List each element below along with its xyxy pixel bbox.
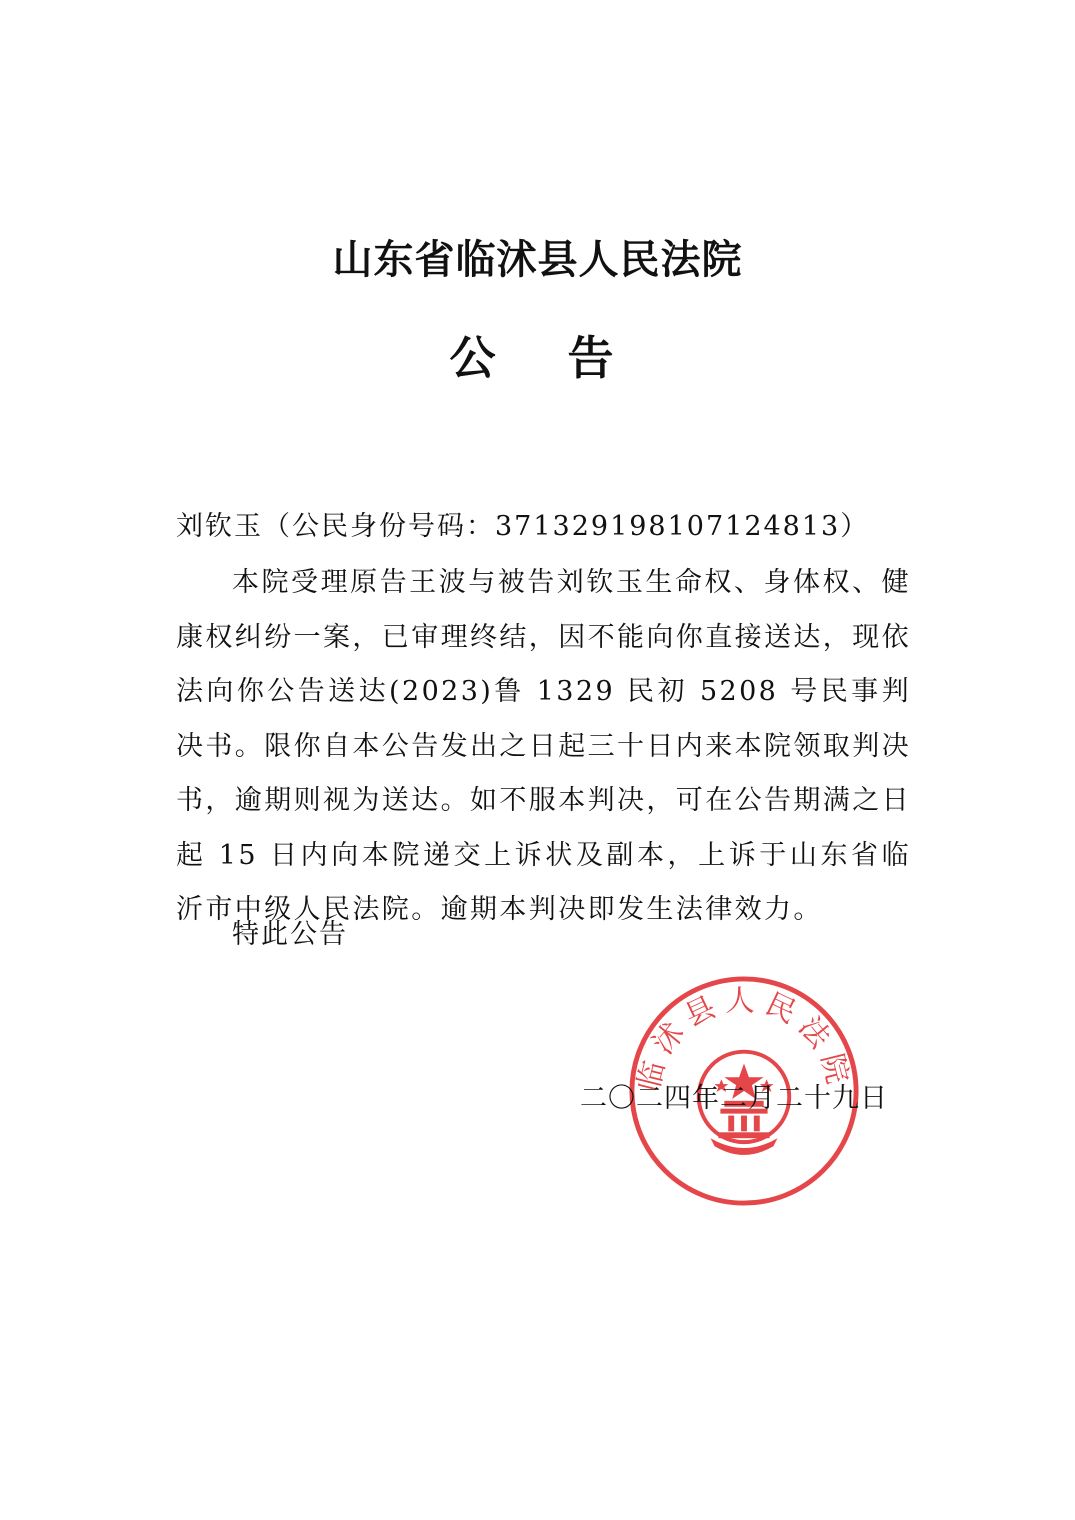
notice-body: 本院受理原告王波与被告刘钦玉生命权、身体权、健康权纠纷一案，已审理终结，因不能向你直接送达，现依法向你公告送达(2023)鲁 1329 民初 5208 号民事判决书。限你自本公告发出之日起三十日内来本院领取判决书，逾期则视为送达。如不服本判决，可在公告期满之日起 15 日内向本院递交上诉状及副本，上诉于山东省临沂市中级人民法院。逾期本判决即发生法律效力。 [176,567,911,925]
court-name: 山东省临沭县人民法院 [332,237,743,283]
svg-text:临沭县人民法院: 临沭县人民法院 [631,983,857,1095]
addressee-line: 刘钦玉（公民身份号码：371329198107124813） [176,511,870,542]
closing-line: 特此公告 [232,919,348,950]
document-title: 公告 [449,331,686,385]
issue-date: 二〇二四年二月二十九日 [580,1083,888,1114]
